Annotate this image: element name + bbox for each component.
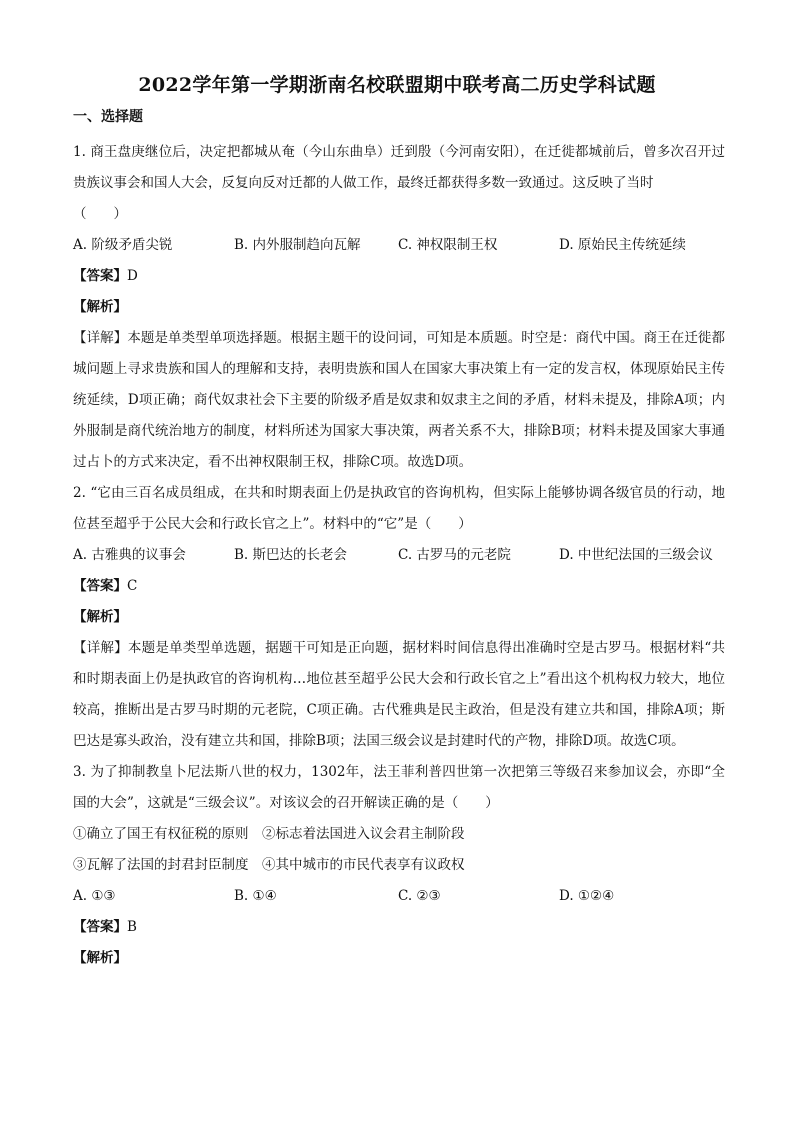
answer-label: 【答案】: [73, 919, 127, 935]
option-d: D. 原始民主传统延续: [559, 237, 686, 253]
section-heading: 一、选择题: [73, 109, 143, 125]
question-1-options: [73, 230, 725, 261]
option-a: A. 古雅典的议事会: [73, 547, 186, 563]
question-2-detail: 【详解】本题是单类型单选题，据题干可知是正向题，据材料时间信息得出准确时空是古罗马。根据材料“共和时期表面上仍是执政官的咨询机构…地位甚至超乎公民大会和行政长官之上”看出这个机构权力较大，地位较高，推断出是古罗马时期的元老院，C项正确。古代雅典是民主政治，但是没有建立共和国，排除A项；斯巴达是寡头政治，没有建立共和国，排除B项；法国三级会议是封建时代的产物，排除D项。故选C项。: [73, 640, 725, 749]
page-title: 2022学年第一学期浙南名校联盟期中联考高二历史学科试题: [138, 74, 656, 96]
question-1-analysis: [73, 292, 725, 323]
question-3-analysis: [73, 943, 725, 974]
document-body: [73, 137, 725, 974]
answer-value: D: [127, 268, 138, 284]
question-3-options: [73, 881, 725, 912]
option-c: C. 古罗马的元老院: [398, 547, 511, 563]
question-1-paren: （ ）: [73, 206, 127, 222]
question-1-detail: 【详解】本题是单类型单项选择题。根据主题干的设问词，可知是本质题。时空是：商代中国。商王在迁徙都城问题上寻求贵族和国人的理解和支持，表明贵族和国人在国家大事决策上有一定的发言权，体现原始民主传统延续，D项正确；商代奴隶社会下主要的阶级矛盾是奴隶和奴隶主之间的矛盾，材料未提及，排除A项；内外服制是商代统治地方的制度，材料所述为国家大事决策，两者关系不大，排除B项；材料未提及国家大事通过占卜的方式来决定，看不出神权限制王权，排除C项。故选D项。: [73, 330, 725, 470]
answer-value: B: [127, 919, 137, 935]
answer-label: 【答案】: [73, 578, 127, 594]
question-3-stem: 3. 为了抑制教皇卜尼法斯八世的权力，1302年，法王菲利普四世第一次把第三等级召来参加议会，亦即“全国的大会”，这就是“三级会议”。对该议会的召开解读正确的是（ ）: [73, 764, 725, 811]
analysis-label: 【解析】: [73, 950, 127, 966]
question-3-statements-1: ①确立了国王有权征税的原则 ②标志着法国进入议会君主制阶段: [73, 826, 465, 842]
question-1-answer: [73, 261, 725, 292]
question-1-stem: 1. 商王盘庚继位后，决定把都城从奄（今山东曲阜）迁到殷（今河南安阳），在迁徙都城前后，曾多次召开过贵族议事会和国人大会，反复向反对迁都的人做工作，最终迁都获得多数一致通过。这反映了当时: [73, 144, 725, 191]
question-3-answer: [73, 912, 725, 943]
question-2-answer: [73, 571, 725, 602]
option-b: B. 斯巴达的长老会: [234, 547, 348, 563]
question-2-options: [73, 540, 725, 571]
option-b: B. ①④: [234, 888, 277, 904]
option-c: C. ②③: [398, 888, 441, 904]
option-c: C. 神权限制王权: [398, 237, 498, 253]
answer-label: 【答案】: [73, 268, 127, 284]
option-a: A. ①③: [73, 888, 116, 904]
answer-value: C: [127, 578, 138, 594]
option-b: B. 内外服制趋向瓦解: [234, 237, 361, 253]
question-2-analysis: [73, 602, 725, 633]
analysis-label: 【解析】: [73, 609, 127, 625]
option-a: A. 阶级矛盾尖锐: [73, 237, 173, 253]
question-3-statements-2: ③瓦解了法国的封君封臣制度 ④其中城市的市民代表享有议政权: [73, 857, 465, 873]
option-d: D. 中世纪法国的三级会议: [559, 547, 713, 563]
analysis-label: 【解析】: [73, 299, 127, 315]
question-2-stem: 2. “它由三百名成员组成，在共和时期表面上仍是执政官的咨询机构，但实际上能够协调各级官员的行动，地位甚至超乎于公民大会和行政长官之上”。材料中的“它”是（ ）: [73, 485, 725, 532]
option-d: D. ①②④: [559, 888, 615, 904]
